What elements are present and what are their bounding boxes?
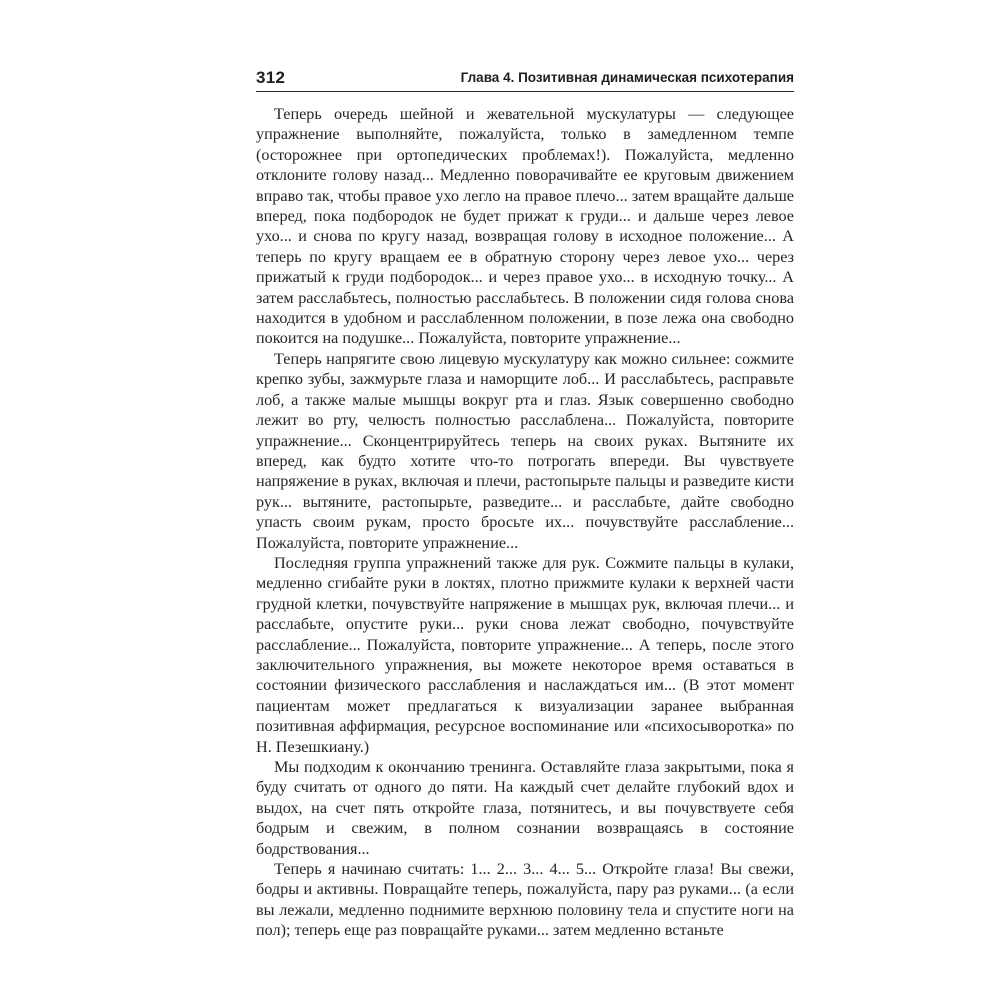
running-header xyxy=(256,66,794,92)
chapter-title: Глава 4. Позитивная динамическая психотерапия xyxy=(460,70,794,85)
paragraph-training-end: Мы подходим к окончанию тренинга. Оставляйте глаза закрытыми, пока я буду считать от одного до пяти. На каждый счет делайте глубокий вдох и выдох, на счет пять откройте глаза, потянитесь, и вы почувствуете себя бодрым и свежим, в полном сознании возвращаясь в состояние бодрствования... xyxy=(256,758,794,858)
paragraph-counting: Теперь я начинаю считать: 1... 2... 3... 4... 5... Откройте глаза! Вы свежи, бодры и активны. Повращайте теперь, пожалуйста, пару раз руками... (а если вы лежали, медленно поднимите верхнюю половину тела и спустите ноги на пол); теперь еще раз повращайте руками... затем медленно встаньте xyxy=(256,860,794,940)
body-text xyxy=(256,104,794,941)
paragraph-face-exercise: Теперь напрягите свою лицевую мускулатуру как можно сильнее: сожмите крепко зубы, зажмурьте глаза и наморщите лоб... И расслабьтесь, расправьте лоб, а также малые мышцы вокруг рта и глаз. Язык совершенно свободно лежит во рту, челюсть полностью расслаблена... Пожалуйста, повторите упражнение... Сконцентрируйтесь теперь на своих руках. Вытяните их вперед, как будто хотите что-то потрогать впереди. Вы чувствуете напряжение в руках, включая и плечи, растопырьте пальцы и разведите кисти рук... вытяните, растопырьте, разведите... и расслабьте, дайте свободно упасть своим рукам, просто бросьте их... почувствуйте расслабление... Пожалуйста, повторите упражнение... xyxy=(256,349,794,552)
header-divider xyxy=(256,91,794,92)
paragraph-neck-exercise: Теперь очередь шейной и жевательной мускулатуры — следующее упражнение выполняйте, пожалуйста, только в замедленном темпе (осторожнее при ортопедических проблемах!). Пожалуйста, медленно отклоните голову назад... Медленно поворачивайте ее круговым движением вправо так, чтобы правое ухо легло на правое плечо... затем вращайте дальше вперед, пока подбородок не будет прижат к груди... и дальше через левое ухо... и снова по кругу назад, возвращая голову в исходное положение... А теперь по кругу вращаем ее в обратную сторону через левое ухо... через прижатый к груди подбородок... и через правое ухо... в исходную точку... А затем расслабьтесь, полностью расслабьтесь. В положении сидя голова снова находится в удобном и расслабленном положении, в позе лежа она свободно покоится на подушке... Пожалуйста, повторите упражнение... xyxy=(256,105,794,348)
page-number: 312 xyxy=(256,68,286,87)
paragraph-hands-exercise: Последняя группа упражнений также для рук. Сожмите пальцы в кулаки, медленно сгибайте руки в локтях, плотно прижмите кулаки к верхней части грудной клетки, почувствуйте напряжение в мышцах рук, включая плечи... и расслабьте, опустите руки... руки снова лежат свободно, почувствуйте расслабление... Пожалуйста, повторите упражнение... А теперь, после этого заключительного упражнения, вы можете некоторое время оставаться в состоянии физического расслабления и наслаждаться им... (В этот момент пациентам может предлагаться к визуализации заранее выбранная позитивная аффирмация, ресурсное воспоминание или «психосыворотка» по Н. Пезешкиану.) xyxy=(256,553,794,756)
